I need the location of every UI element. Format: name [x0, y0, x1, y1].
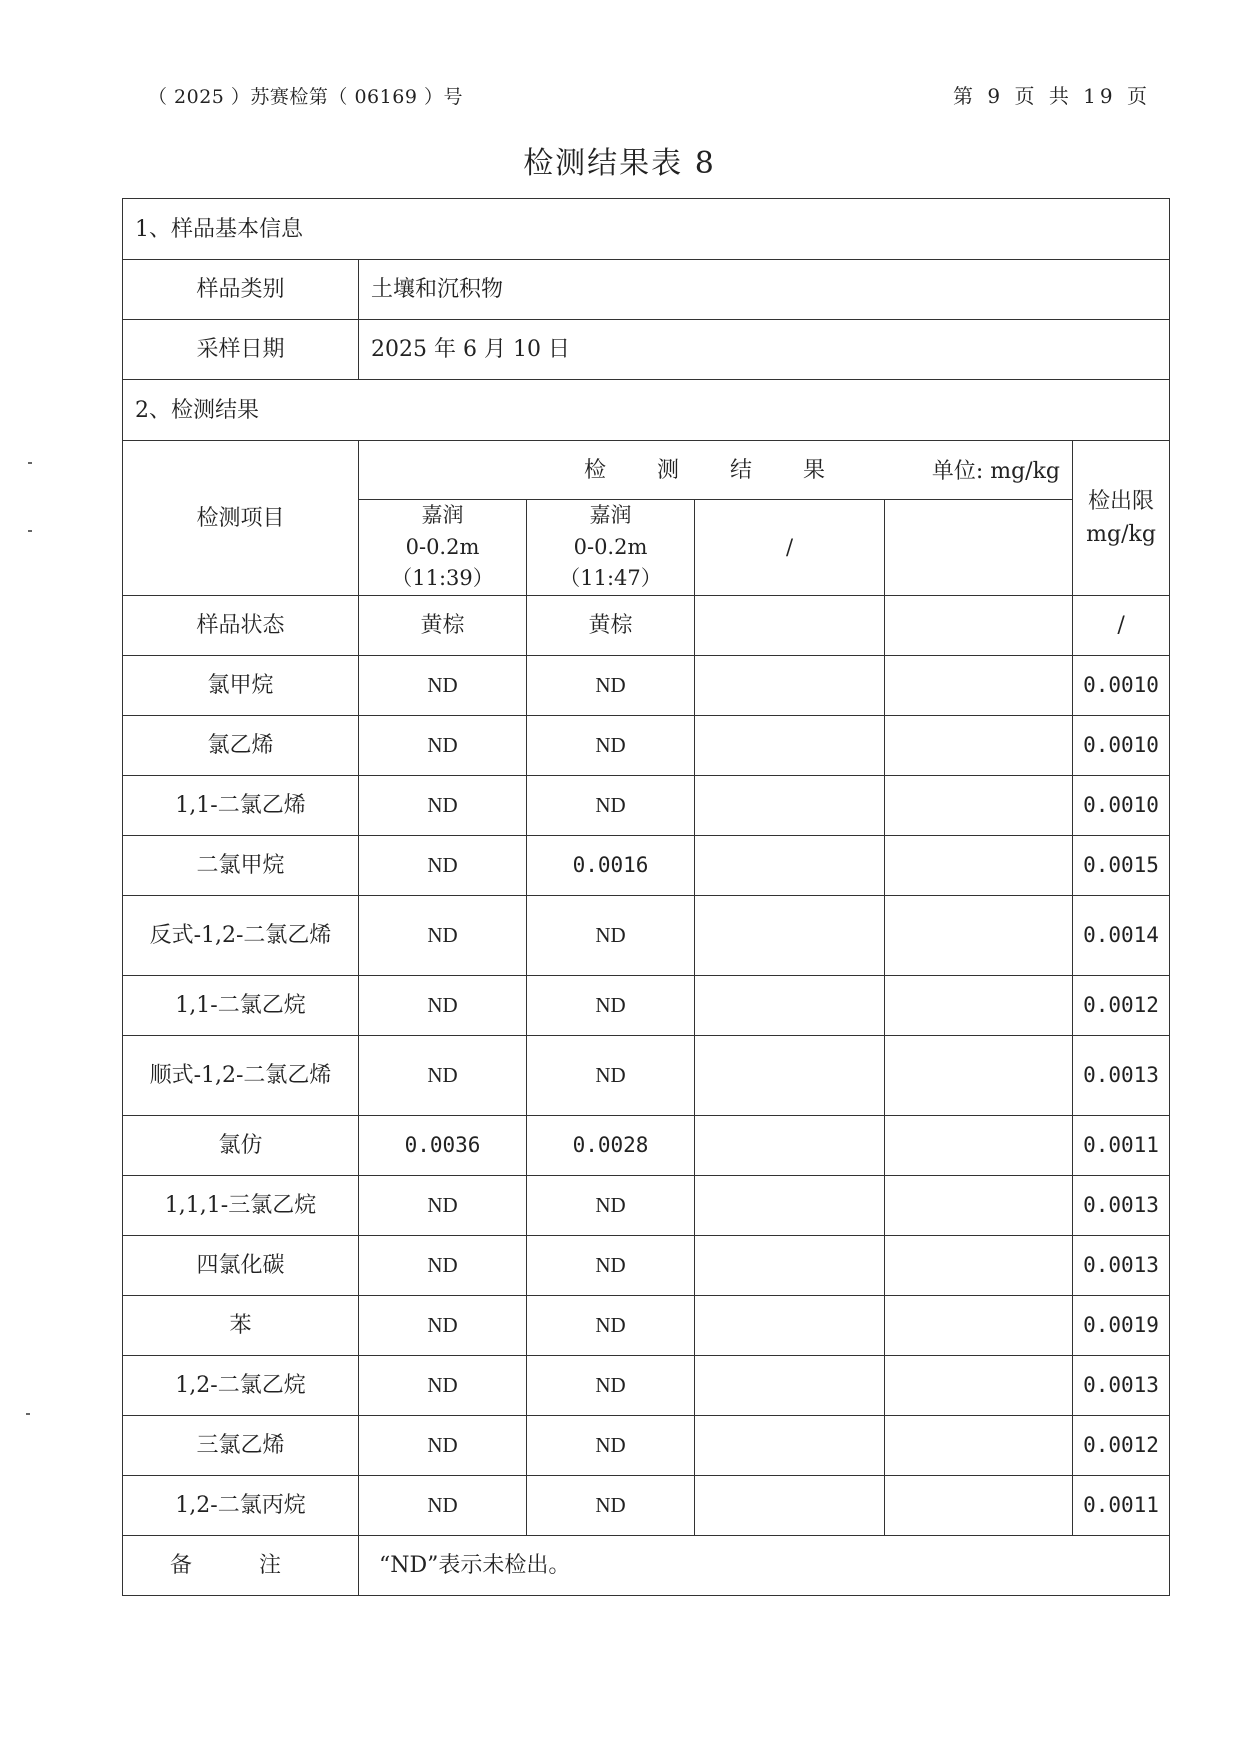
limit-cell: 0.0012	[1073, 1416, 1170, 1476]
value-s1-cell: ND	[359, 1036, 527, 1116]
remark-row	[123, 1536, 1170, 1596]
sample-time: （11:39）	[391, 566, 494, 591]
value-s1-cell: ND	[359, 836, 527, 896]
value-s4-cell	[885, 1476, 1073, 1536]
value-s3-cell	[695, 1236, 885, 1296]
limit-cell: 0.0010	[1073, 656, 1170, 716]
result-row	[123, 1476, 1170, 1536]
value-s2-cell: ND	[527, 1296, 695, 1356]
item-cell: 反式-1,2-二氯乙烯	[123, 896, 359, 976]
section1-row	[123, 199, 1170, 260]
item-cell: 氯甲烷	[123, 656, 359, 716]
value-s3-cell	[695, 1356, 885, 1416]
sample-type-value: 土壤和沉积物	[359, 260, 1170, 320]
item-cell: 四氯化碳	[123, 1236, 359, 1296]
value-s2-cell: ND	[527, 1236, 695, 1296]
value-s3-cell	[695, 1036, 885, 1116]
state-s4	[885, 596, 1073, 656]
remark-text: “ND”表示未检出。	[359, 1536, 1170, 1596]
col-header-item: 检测项目	[123, 441, 359, 596]
col-header-limit	[1073, 441, 1170, 596]
scan-speck	[26, 1413, 30, 1415]
sample-type-label: 样品类别	[123, 260, 359, 320]
value-s3-cell	[695, 1176, 885, 1236]
sample-header-1	[359, 500, 527, 596]
value-s2-cell: 0.0016	[527, 836, 695, 896]
state-s2: 黄棕	[527, 596, 695, 656]
sample-site: 嘉润	[589, 503, 632, 528]
limit-unit: mg/kg	[1086, 522, 1156, 547]
value-s3-cell	[695, 776, 885, 836]
value-s1-cell: ND	[359, 1176, 527, 1236]
limit-cell: 0.0010	[1073, 776, 1170, 836]
result-row	[123, 896, 1170, 976]
value-s4-cell	[885, 976, 1073, 1036]
limit-cell: 0.0011	[1073, 1476, 1170, 1536]
report-number: （ 2025 ）苏赛检第（ 06169 ）号	[148, 86, 463, 108]
result-row	[123, 1236, 1170, 1296]
value-s3-cell	[695, 1416, 885, 1476]
value-s2-cell: ND	[527, 1476, 695, 1536]
state-label: 样品状态	[123, 596, 359, 656]
results-table	[122, 198, 1170, 1596]
item-cell: 氯仿	[123, 1116, 359, 1176]
item-cell: 苯	[123, 1296, 359, 1356]
value-s2-cell: ND	[527, 776, 695, 836]
value-s4-cell	[885, 656, 1073, 716]
item-cell: 1,1-二氯乙烯	[123, 776, 359, 836]
result-row	[123, 1036, 1170, 1116]
sample-header-2	[527, 500, 695, 596]
limit-cell: 0.0015	[1073, 836, 1170, 896]
item-cell: 三氯乙烯	[123, 1416, 359, 1476]
limit-cell: 0.0013	[1073, 1176, 1170, 1236]
sample-depth: 0-0.2m	[405, 534, 480, 559]
value-s4-cell	[885, 776, 1073, 836]
result-row	[123, 716, 1170, 776]
value-s4-cell	[885, 1116, 1073, 1176]
state-limit: /	[1073, 596, 1170, 656]
section2-row	[123, 380, 1170, 441]
value-s1-cell: ND	[359, 1296, 527, 1356]
value-s2-cell: ND	[527, 1176, 695, 1236]
sample-depth: 0-0.2m	[573, 534, 648, 559]
value-s1-cell: ND	[359, 896, 527, 976]
results-header-row	[123, 441, 1170, 500]
value-s4-cell	[885, 1416, 1073, 1476]
sample-date-value: 2025 年 6 月 10 日	[359, 320, 1170, 380]
value-s3-cell	[695, 896, 885, 976]
section2-label: 2、检测结果	[123, 380, 1170, 441]
sample-header-4	[885, 500, 1073, 596]
limit-label: 检出限	[1088, 489, 1155, 514]
limit-cell: 0.0013	[1073, 1236, 1170, 1296]
value-s4-cell	[885, 1036, 1073, 1116]
item-cell: 二氯甲烷	[123, 836, 359, 896]
sample-time: （11:47）	[559, 566, 662, 591]
page-indicator: 第 9 页 共 19 页	[953, 84, 1151, 108]
value-s3-cell	[695, 976, 885, 1036]
item-cell: 氯乙烯	[123, 716, 359, 776]
result-row	[123, 1296, 1170, 1356]
value-s3-cell	[695, 1476, 885, 1536]
result-row	[123, 1116, 1170, 1176]
value-s1-cell: ND	[359, 1236, 527, 1296]
limit-cell: 0.0010	[1073, 716, 1170, 776]
sample-date-row	[123, 320, 1170, 380]
value-s3-cell	[695, 836, 885, 896]
result-row	[123, 656, 1170, 716]
sample-site: /	[785, 534, 794, 559]
limit-cell: 0.0013	[1073, 1036, 1170, 1116]
result-row	[123, 976, 1170, 1036]
value-s1-cell: ND	[359, 1356, 527, 1416]
value-s2-cell: ND	[527, 1036, 695, 1116]
value-s1-cell: 0.0036	[359, 1116, 527, 1176]
value-s4-cell	[885, 1356, 1073, 1416]
value-s3-cell	[695, 656, 885, 716]
scan-speck	[28, 530, 32, 532]
item-cell: 顺式-1,2-二氯乙烯	[123, 1036, 359, 1116]
value-s1-cell: ND	[359, 1416, 527, 1476]
result-row	[123, 836, 1170, 896]
value-s4-cell	[885, 896, 1073, 976]
value-s3-cell	[695, 716, 885, 776]
sample-type-row	[123, 260, 1170, 320]
item-cell: 1,1,1-三氯乙烷	[123, 1176, 359, 1236]
result-row	[123, 1356, 1170, 1416]
value-s4-cell	[885, 1236, 1073, 1296]
value-s1-cell: ND	[359, 776, 527, 836]
limit-cell: 0.0011	[1073, 1116, 1170, 1176]
item-cell: 1,1-二氯乙烷	[123, 976, 359, 1036]
result-row	[123, 776, 1170, 836]
section1-label: 1、样品基本信息	[123, 199, 1170, 260]
value-s2-cell: 0.0028	[527, 1116, 695, 1176]
item-cell: 1,2-二氯乙烷	[123, 1356, 359, 1416]
value-s2-cell: ND	[527, 656, 695, 716]
col-header-results	[359, 441, 1073, 500]
value-s1-cell: ND	[359, 976, 527, 1036]
state-s3	[695, 596, 885, 656]
value-s1-cell: ND	[359, 716, 527, 776]
value-s2-cell: ND	[527, 1416, 695, 1476]
remark-label: 备 注	[123, 1536, 359, 1596]
limit-cell: 0.0014	[1073, 896, 1170, 976]
sample-date-label: 采样日期	[123, 320, 359, 380]
result-row	[123, 1176, 1170, 1236]
sample-state-row	[123, 596, 1170, 656]
page-title: 检测结果表 8	[523, 146, 716, 181]
value-s4-cell	[885, 1176, 1073, 1236]
scan-speck	[28, 462, 32, 464]
limit-cell: 0.0013	[1073, 1356, 1170, 1416]
value-s4-cell	[885, 836, 1073, 896]
value-s2-cell: ND	[527, 896, 695, 976]
item-cell: 1,2-二氯丙烷	[123, 1476, 359, 1536]
state-s1: 黄棕	[359, 596, 527, 656]
value-s2-cell: ND	[527, 1356, 695, 1416]
limit-cell: 0.0012	[1073, 976, 1170, 1036]
limit-cell: 0.0019	[1073, 1296, 1170, 1356]
sample-header-3	[695, 500, 885, 596]
sample-site: 嘉润	[421, 503, 464, 528]
value-s3-cell	[695, 1296, 885, 1356]
unit-label: 单位: mg/kg	[931, 459, 1060, 484]
value-s1-cell: ND	[359, 656, 527, 716]
value-s2-cell: ND	[527, 716, 695, 776]
value-s2-cell: ND	[527, 976, 695, 1036]
result-row	[123, 1416, 1170, 1476]
value-s4-cell	[885, 716, 1073, 776]
value-s4-cell	[885, 1296, 1073, 1356]
value-s1-cell: ND	[359, 1476, 527, 1536]
value-s3-cell	[695, 1116, 885, 1176]
results-label: 检 测 结 果	[584, 457, 847, 483]
